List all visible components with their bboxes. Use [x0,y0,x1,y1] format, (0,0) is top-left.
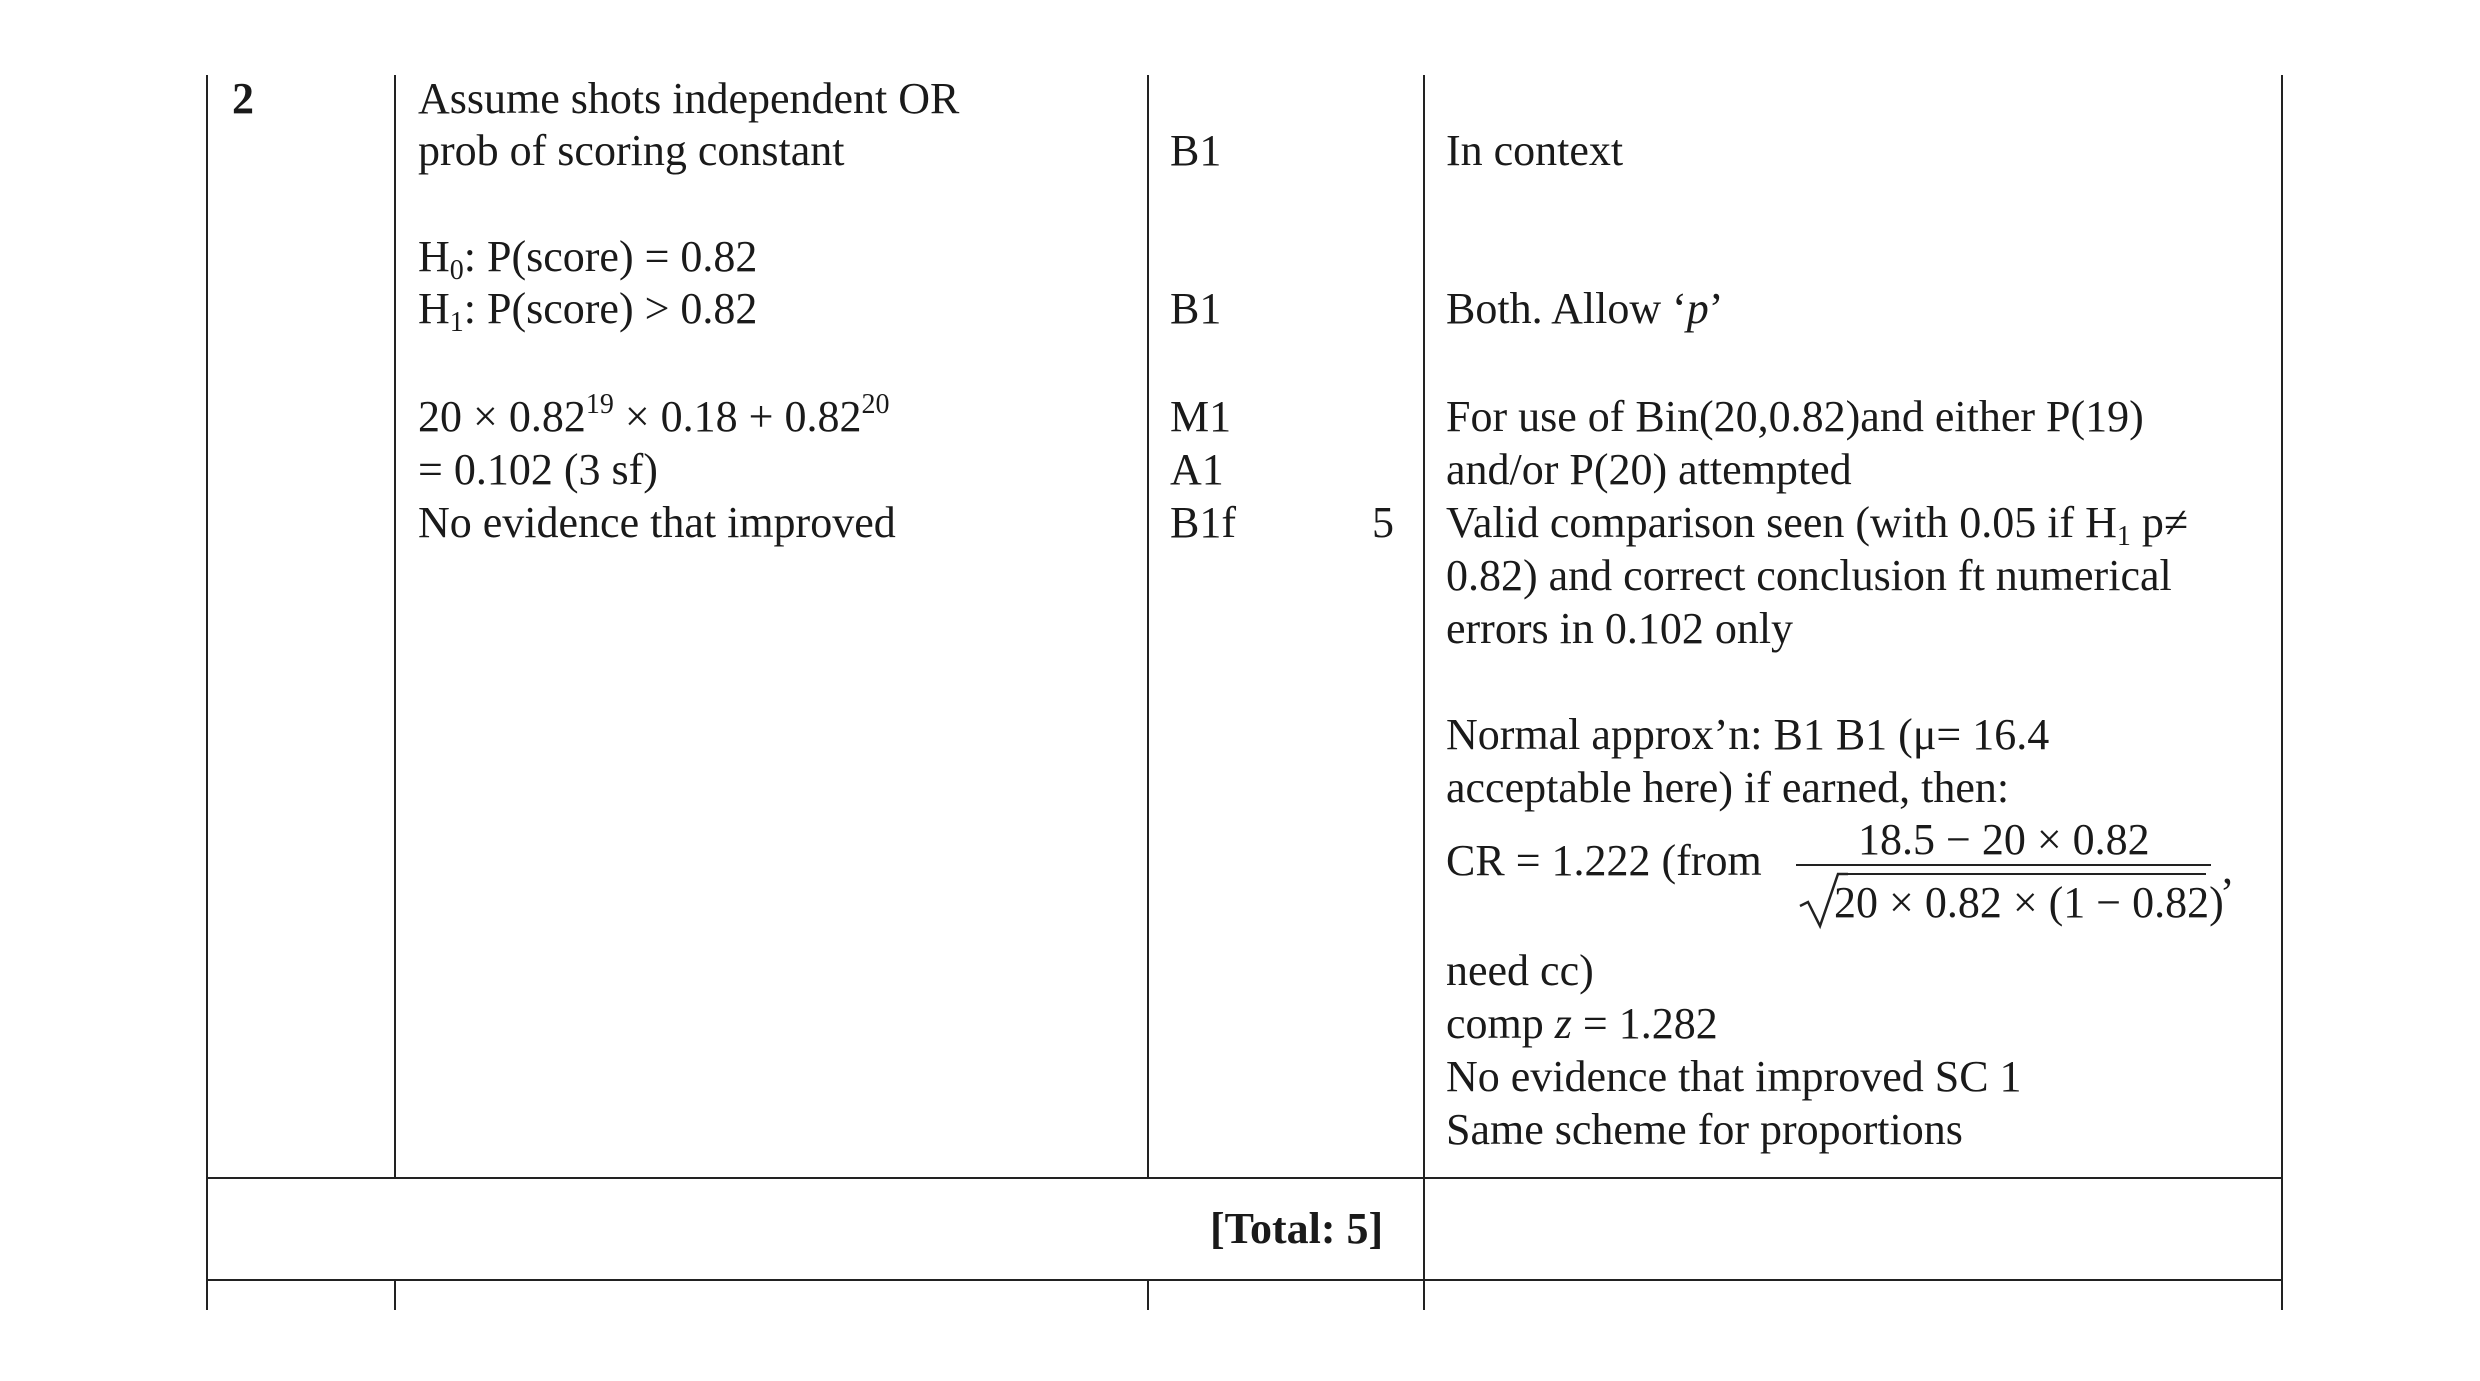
mark-b1f: B1f [1170,498,1236,547]
guidance-normal-approx-line-2: acceptable here) if earned, then: [1446,763,2010,812]
fraction-numerator: 18.5 − 20 × 0.82 [1858,815,2150,864]
row-divider-total-top [206,1177,2283,1179]
h0-statement: : P(score) = 0.82 [463,232,758,281]
calc-exponent-2: 20 [861,389,890,420]
assumption-line-2: prob of scoring constant [418,126,845,175]
table-border-right [2281,75,2283,1310]
question-number: 2 [232,74,254,123]
alternative-hypothesis [418,282,758,338]
guidance-in-context: In context [1446,126,1624,175]
null-hypothesis [418,230,758,286]
guidance-normal-approx-line-1: Normal approx’n: B1 B1 (μ= 16.4 [1446,710,2050,759]
row-divider-total-bottom [206,1279,2283,1281]
guidance-comparison-prefix: Valid comparison seen (with 0.05 if H [1446,498,2117,547]
guidance-sc-line: No evidence that improved SC 1 [1446,1052,2022,1101]
answer-conclusion: No evidence that improved [418,498,896,547]
guidance-allow-p [1446,282,1723,335]
guidance-bin-line-2: and/or P(20) attempted [1446,445,1852,494]
column-divider-1-lower [394,1280,396,1310]
guidance-conclusion-line: 0.82) and correct conclusion ft numerical [1446,551,2172,600]
mark-total-count: 5 [1372,498,1394,547]
guidance-z-symbol: z [1554,999,1572,1048]
assumption-line-1: Assume shots independent OR [418,74,960,123]
calc-part-a: 20 × 0.82 [418,392,586,441]
mark-m1: M1 [1170,392,1232,441]
table-border-left [206,75,208,1310]
fraction-trailing-comma: , [2222,844,2233,893]
fraction-denominator: 20 × 0.82 × (1 − 0.82) [1834,878,2224,927]
guidance-comparison-line [1446,496,2189,552]
square-root-overline [1838,873,2206,875]
guidance-allow-suffix: ’ [1708,284,1724,333]
critical-ratio-prefix: CR = 1.222 (from [1446,836,1762,885]
mark-a1: A1 [1170,445,1224,494]
h0-symbol: H [418,232,450,281]
mark-b1-context: B1 [1170,126,1222,175]
column-divider-2-lower [1147,1280,1149,1310]
h1-symbol: H [418,284,450,333]
guidance-comparison-suffix: p≠ [2130,498,2189,547]
guidance-comp-z [1446,997,1718,1050]
guidance-comp-value: = 1.282 [1571,999,1718,1048]
column-divider-3 [1423,75,1425,1310]
guidance-p-symbol: p [1686,284,1709,333]
guidance-errors-line: errors in 0.102 only [1446,604,1794,653]
calc-part-b: × 0.18 + 0.82 [613,392,862,441]
guidance-allow-prefix: Both. Allow ‘ [1446,284,1687,333]
calculation-result: = 0.102 (3 sf) [418,445,658,494]
guidance-need-cc: need cc) [1446,946,1594,995]
column-divider-2 [1147,75,1149,1178]
h0-subscript: 0 [449,255,464,286]
h1-statement: : P(score) > 0.82 [463,284,758,333]
column-divider-1 [394,75,396,1178]
h1-subscript: 1 [449,307,464,338]
mark-b1-hypotheses: B1 [1170,284,1222,333]
calc-exponent-1: 19 [585,389,614,420]
guidance-comp-prefix: comp [1446,999,1555,1048]
probability-calculation [418,390,889,443]
guidance-bin-line-1: For use of Bin(20,0.82)and either P(19) [1446,392,2144,441]
question-total: [Total: 5] [1210,1204,1384,1253]
fraction-bar [1796,864,2211,866]
guidance-h1-subscript: 1 [2116,521,2131,552]
guidance-proportions-line: Same scheme for proportions [1446,1105,1963,1154]
